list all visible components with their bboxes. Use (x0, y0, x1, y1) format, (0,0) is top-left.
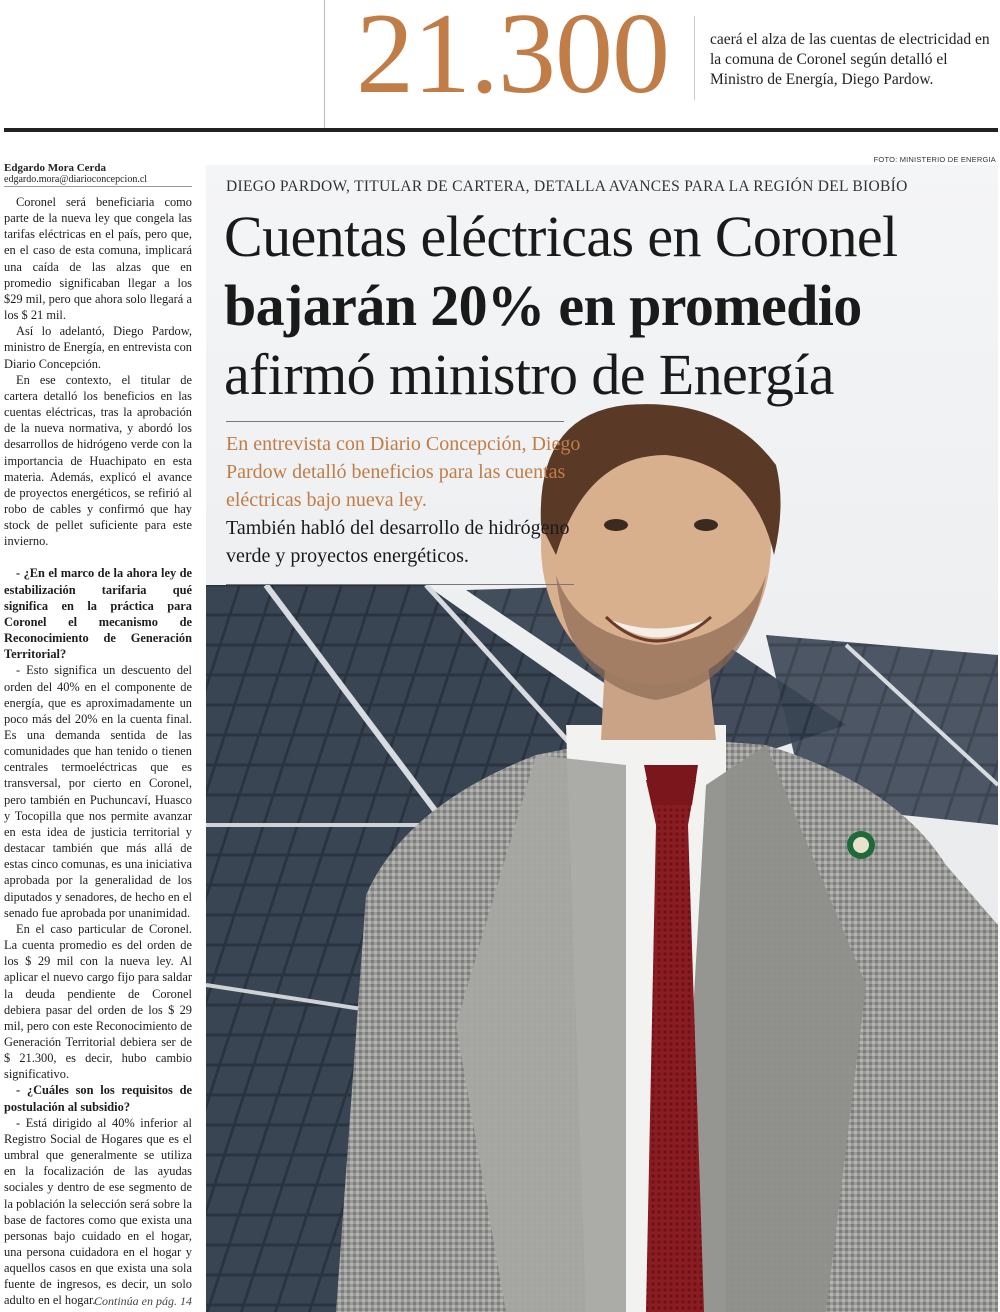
headline-line-3: afirmó ministro de Energía (224, 342, 834, 407)
article-headline (224, 203, 994, 409)
body-paragraph: En ese contexto, el titular de cartera detalló los beneficios en las cuentas eléctricas, tras la aprobación de la nueva normativa, y abordó los desarrollos de hidrógeno verde con la importancia de Huachipato en esta materia. Además, explicó el avance de proyectos energéticos, se refirió al robo de cables y confirmó que hay stock de pellet suficiente para este invierno. (4, 372, 192, 549)
author-name: Edgardo Mora Cerda (4, 162, 107, 174)
byline-rule (4, 186, 192, 187)
deck-highlight: En entrevista con Diario Concepción, Diego Pardow detalló beneficios para las cuentas eléctricas bajo nueva ley. (226, 433, 581, 511)
highlight-number: 21.300 (356, 0, 669, 118)
highlight-caption: caerá el alza de las cuentas de electricidad en la comuna de Coronel según detalló el Ministro de Energía, Diego Pardow. (710, 31, 990, 88)
interview-question: - ¿Cuáles son los requisitos de postulación al subsidio? (4, 1083, 192, 1114)
article-body-column (4, 194, 192, 1309)
headline-line-2: bajarán 20% en promedio (224, 273, 862, 338)
interview-question: - ¿En el marco de la ahora ley de estabilización tarifaria qué significa en la práctica para Coronel el mecanismo de Reconocimiento de Generación Territorial? (4, 566, 192, 662)
interview-answer: En el caso particular de Coronel. La cuenta promedio es del orden de los $ 29 mil con la nueva ley. Al aplicar el nuevo cargo fijo para saldar la deuda pendiente de Coronel debiera pasar del orden de los $ 29 mil, pero con este Reconocimiento de Generación Territorial debiera ser de $ 21.300, es decir, hubo cambio significativo. (4, 921, 192, 1082)
body-paragraph: Coronel será beneficiaria como parte de la nueva ley que congela las tarifas eléctricas en el país, pero que, en el caso de esta comuna, implicará una caída de las alzas que en promedio significaban llegar a los $29 mil, pero que ahora solo llegará a los $ 21 mil. (4, 195, 192, 323)
continued-note: Continúa en pág. 14 (94, 1294, 192, 1308)
headline-line-1: Cuentas eléctricas en Coronel (224, 204, 898, 269)
interview-answer: - Está dirigido al 40% inferior al Registro Social de Hogares que es el umbral que generalmente se utiliza en la focalización de las ayudas sociales y dentro de ese segmento de la población la selección será sobre la base de factores como que exista una personas bajo cuidado en el hogar, una persona cuidadora en el hogar y aquellos casos en que exista una sola fuente de ingresos, es decir, un solo adulto en el hogar. (4, 1115, 192, 1308)
deck-rule-top (226, 421, 564, 422)
highlight-divider (694, 16, 695, 100)
interview-answer: - Esto significa un descuento del orden del 40% en el componente de energía, que es aproximadamente un poco más del 20% en la cuenta final. Es una demanda sentida de las comunidades que han tenido o tienen centrales termoeléctricas que es transversal, por cierto en Coronel, pero también en Puchuncaví, Huasco y Tocopilla que nos permite avanzar en esta idea de justicia territorial y destacar también que más allá de estas cinco comunas, es una iniciativa aprobada por la generalidad de los diputados y senadores, de hecho en el senado fue aprobada por unanimidad. (4, 663, 192, 920)
top-rule (4, 128, 998, 132)
photo-credit: FOTO: MINISTERIO DE ENERGIA (873, 155, 996, 164)
body-paragraph: Así lo adelantó, Diego Pardow, ministro de Energía, en entrevista con Diario Concepción. (4, 324, 192, 371)
author-email[interactable]: edgardo.mora@diarioconcepcion.cl (4, 174, 148, 185)
column-divider (324, 0, 325, 128)
article-deck (226, 430, 606, 570)
top-highlight-band (0, 0, 1000, 128)
deck-rule-bottom (226, 584, 574, 585)
deck-rest: También habló del desarrollo de hidrógeno verde y proyectos energéticos. (226, 517, 570, 567)
article-kicker: DIEGO PARDOW, TITULAR DE CARTERA, DETALLA AVANCES PARA LA REGIÓN DEL BIOBÍO (226, 178, 908, 195)
